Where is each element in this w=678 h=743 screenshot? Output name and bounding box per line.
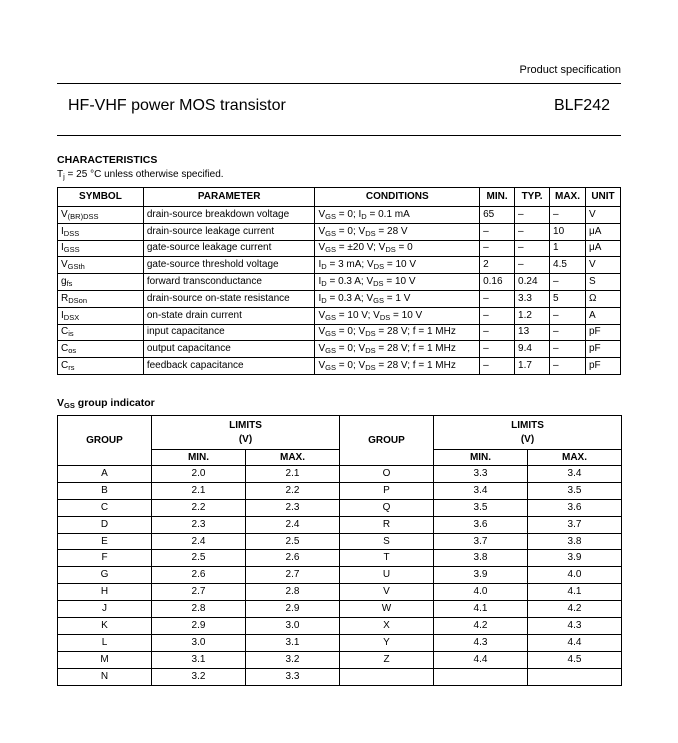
min-cell: 4.3 — [434, 634, 528, 651]
max-cell: 1 — [550, 240, 586, 257]
max-cell: 3.3 — [246, 668, 340, 685]
group-cell: A — [58, 466, 152, 483]
conditions-cell: $I_D = 3$ mA; $V_{DS} = 10$ V — [315, 257, 480, 274]
min-cell: 4.2 — [434, 618, 528, 635]
min-cell: 3.4 — [434, 482, 528, 499]
min-cell: 2.0 — [152, 466, 246, 483]
parameter-cell: output capacitance — [143, 341, 315, 358]
min-cell: 4.0 — [434, 584, 528, 601]
min-cell: 3.1 — [152, 651, 246, 668]
col-min-right: MIN. — [434, 450, 528, 466]
conditions-cell: $V_{GS} = 0$; $V_{DS} = 28$ V — [315, 223, 480, 240]
characteristics-row — [58, 307, 621, 324]
conditions-cell: $V_{GS} = 0$; $V_{DS} = 28$ V; f = 1 MHz — [315, 358, 480, 375]
min-cell: 3.3 — [434, 466, 528, 483]
max-cell: 5 — [550, 290, 586, 307]
min-cell: – — [480, 290, 515, 307]
group-row — [58, 668, 622, 685]
min-cell: 3.5 — [434, 499, 528, 516]
symbol-cell: $V_{(BR)DSS}$ — [58, 207, 144, 224]
min-cell: – — [480, 307, 515, 324]
typ-cell: 1.7 — [515, 358, 550, 375]
col-group-right: GROUP — [340, 416, 434, 466]
characteristics-note: $T_j = 25$ °C unless otherwise specified. — [57, 169, 224, 181]
min-cell: 2.1 — [152, 482, 246, 499]
parameter-cell: drain-source breakdown voltage — [143, 207, 315, 224]
col-max: MAX. — [550, 188, 586, 207]
conditions-cell: $I_D = 0.3$ A; $V_{GS} = 1$ V — [315, 290, 480, 307]
min-cell: 3.0 — [152, 634, 246, 651]
group-cell: T — [340, 550, 434, 567]
min-cell: 4.4 — [434, 651, 528, 668]
max-cell: 4.5 — [550, 257, 586, 274]
max-cell: 2.7 — [246, 567, 340, 584]
group-row — [58, 499, 622, 516]
group-cell: O — [340, 466, 434, 483]
typ-cell: – — [515, 240, 550, 257]
group-row — [58, 618, 622, 635]
unit-cell: A — [585, 307, 620, 324]
symbol-cell: $I_{DSX}$ — [58, 307, 144, 324]
unit-cell: pF — [585, 341, 620, 358]
group-indicator-body — [58, 466, 622, 686]
parameter-cell: input capacitance — [143, 324, 315, 341]
unit-cell: Ω — [585, 290, 620, 307]
max-cell: 4.0 — [528, 567, 622, 584]
min-cell: 2.8 — [152, 601, 246, 618]
group-cell: M — [58, 651, 152, 668]
max-cell: 10 — [550, 223, 586, 240]
max-cell: – — [550, 207, 586, 224]
typ-cell: – — [515, 223, 550, 240]
col-max-left: MAX. — [246, 450, 340, 466]
document-title: HF-VHF power MOS transistor — [68, 97, 286, 114]
group-row — [58, 634, 622, 651]
symbol-cell: $I_{DSS}$ — [58, 223, 144, 240]
min-cell: 3.2 — [152, 668, 246, 685]
symbol-cell: $C_{rs}$ — [58, 358, 144, 375]
typ-cell: 9.4 — [515, 341, 550, 358]
parameter-cell: forward transconductance — [143, 274, 315, 291]
characteristics-row — [58, 223, 621, 240]
max-cell: 4.3 — [528, 618, 622, 635]
parameter-cell: on-state drain current — [143, 307, 315, 324]
max-cell: 4.2 — [528, 601, 622, 618]
min-cell: 2.6 — [152, 567, 246, 584]
unit-cell: S — [585, 274, 620, 291]
max-cell: – — [550, 274, 586, 291]
group-cell: K — [58, 618, 152, 635]
group-indicator-table — [57, 415, 622, 686]
max-cell: 3.7 — [528, 516, 622, 533]
group-cell: U — [340, 567, 434, 584]
group-cell: L — [58, 634, 152, 651]
max-cell: 2.8 — [246, 584, 340, 601]
group-cell: N — [58, 668, 152, 685]
col-min: MIN. — [480, 188, 515, 207]
min-cell: 3.8 — [434, 550, 528, 567]
group-row — [58, 567, 622, 584]
group-row — [58, 651, 622, 668]
parameter-cell: gate-source leakage current — [143, 240, 315, 257]
conditions-cell: $I_D = 0.3$ A; $V_{DS} = 10$ V — [315, 274, 480, 291]
group-cell: P — [340, 482, 434, 499]
parameter-cell: feedback capacitance — [143, 358, 315, 375]
max-cell: 2.9 — [246, 601, 340, 618]
unit-cell: μA — [585, 240, 620, 257]
min-cell: 65 — [480, 207, 515, 224]
max-cell: 3.2 — [246, 651, 340, 668]
group-cell: Z — [340, 651, 434, 668]
min-cell: – — [480, 223, 515, 240]
max-cell — [528, 668, 622, 685]
typ-cell: 0.24 — [515, 274, 550, 291]
characteristics-row — [58, 274, 621, 291]
max-cell: 3.9 — [528, 550, 622, 567]
symbol-cell: $I_{GSS}$ — [58, 240, 144, 257]
spec-label: Product specification — [519, 64, 621, 76]
min-cell: 0.16 — [480, 274, 515, 291]
characteristics-row — [58, 290, 621, 307]
col-parameter: PARAMETER — [143, 188, 315, 207]
group-cell: F — [58, 550, 152, 567]
conditions-cell: $V_{GS} = 0$; $V_{DS} = 28$ V; f = 1 MHz — [315, 341, 480, 358]
header-top-rule — [57, 83, 621, 84]
group-row — [58, 601, 622, 618]
max-cell: – — [550, 307, 586, 324]
symbol-cell: $C_{os}$ — [58, 341, 144, 358]
conditions-cell: $V_{GS} = 0$; $I_D = 0.1$ mA — [315, 207, 480, 224]
group-cell: D — [58, 516, 152, 533]
col-limits-right: LIMITS (V) — [434, 416, 622, 450]
min-cell: 2.3 — [152, 516, 246, 533]
max-cell: 2.4 — [246, 516, 340, 533]
parameter-cell: drain-source leakage current — [143, 223, 315, 240]
max-cell: 3.8 — [528, 533, 622, 550]
conditions-cell: $V_{GS} = 0$; $V_{DS} = 28$ V; f = 1 MHz — [315, 324, 480, 341]
max-cell: 3.4 — [528, 466, 622, 483]
group-cell: H — [58, 584, 152, 601]
max-cell: 4.1 — [528, 584, 622, 601]
max-cell: 3.5 — [528, 482, 622, 499]
characteristics-row — [58, 257, 621, 274]
parameter-cell: drain-source on-state resistance — [143, 290, 315, 307]
symbol-cell: $g_{fs}$ — [58, 274, 144, 291]
min-cell: 3.6 — [434, 516, 528, 533]
conditions-cell: $V_{GS} = 10$ V; $V_{DS} = 10$ V — [315, 307, 480, 324]
max-cell: 3.6 — [528, 499, 622, 516]
group-cell: S — [340, 533, 434, 550]
max-cell: 2.2 — [246, 482, 340, 499]
max-cell: 2.5 — [246, 533, 340, 550]
group-cell: W — [340, 601, 434, 618]
group-cell: Y — [340, 634, 434, 651]
group-cell: G — [58, 567, 152, 584]
group-cell: R — [340, 516, 434, 533]
min-cell: 3.9 — [434, 567, 528, 584]
group-cell: B — [58, 482, 152, 499]
unit-cell: V — [585, 257, 620, 274]
part-number: BLF242 — [553, 97, 610, 114]
min-cell: – — [480, 240, 515, 257]
group-cell — [340, 668, 434, 685]
max-cell: – — [550, 358, 586, 375]
max-cell: 2.1 — [246, 466, 340, 483]
characteristics-body — [58, 207, 621, 375]
min-cell: 2.4 — [152, 533, 246, 550]
group-row — [58, 482, 622, 499]
max-cell: – — [550, 324, 586, 341]
header-bottom-rule — [57, 135, 621, 136]
max-cell: – — [550, 341, 586, 358]
group-cell: C — [58, 499, 152, 516]
max-cell: 2.6 — [246, 550, 340, 567]
min-cell: – — [480, 324, 515, 341]
min-cell: 2.5 — [152, 550, 246, 567]
group-row — [58, 533, 622, 550]
unit-cell: μA — [585, 223, 620, 240]
characteristics-title: CHARACTERISTICS — [57, 154, 158, 166]
symbol-cell: $C_{is}$ — [58, 324, 144, 341]
unit-cell: pF — [585, 324, 620, 341]
group-cell: V — [340, 584, 434, 601]
unit-cell: pF — [585, 358, 620, 375]
min-cell: 2 — [480, 257, 515, 274]
conditions-cell: $V_{GS} = \pm 20$ V; $V_{DS} = 0$ — [315, 240, 480, 257]
characteristics-row — [58, 341, 621, 358]
col-group-left: GROUP — [58, 416, 152, 466]
col-unit: UNIT — [585, 188, 620, 207]
parameter-cell: gate-source threshold voltage — [143, 257, 315, 274]
group-header-row — [58, 416, 622, 450]
group-row — [58, 584, 622, 601]
group-row — [58, 466, 622, 483]
group-indicator-title: $V_{GS}$ group indicator — [57, 397, 155, 410]
max-cell: 3.0 — [246, 618, 340, 635]
symbol-cell: $R_{DSon}$ — [58, 290, 144, 307]
min-cell: 2.7 — [152, 584, 246, 601]
col-typ: TYP. — [515, 188, 550, 207]
characteristics-header-row — [58, 188, 621, 207]
unit-cell: V — [585, 207, 620, 224]
typ-cell: 1.2 — [515, 307, 550, 324]
max-cell: 2.3 — [246, 499, 340, 516]
max-cell: 3.1 — [246, 634, 340, 651]
max-cell: 4.5 — [528, 651, 622, 668]
min-cell: 2.9 — [152, 618, 246, 635]
typ-cell: – — [515, 207, 550, 224]
group-cell: Q — [340, 499, 434, 516]
min-cell — [434, 668, 528, 685]
characteristics-row — [58, 240, 621, 257]
col-conditions: CONDITIONS — [315, 188, 480, 207]
symbol-cell: $V_{GSth}$ — [58, 257, 144, 274]
group-cell: J — [58, 601, 152, 618]
characteristics-table — [57, 187, 621, 375]
col-symbol: SYMBOL — [58, 188, 144, 207]
col-limits-left: LIMITS (V) — [152, 416, 340, 450]
col-max-right: MAX. — [528, 450, 622, 466]
min-cell: – — [480, 341, 515, 358]
min-cell: 2.2 — [152, 499, 246, 516]
min-cell: 4.1 — [434, 601, 528, 618]
typ-cell: – — [515, 257, 550, 274]
min-cell: 3.7 — [434, 533, 528, 550]
max-cell: 4.4 — [528, 634, 622, 651]
col-min-left: MIN. — [152, 450, 246, 466]
group-row — [58, 550, 622, 567]
typ-cell: 3.3 — [515, 290, 550, 307]
min-cell: – — [480, 358, 515, 375]
group-cell: E — [58, 533, 152, 550]
characteristics-row — [58, 358, 621, 375]
group-row — [58, 516, 622, 533]
characteristics-row — [58, 324, 621, 341]
group-cell: X — [340, 618, 434, 635]
typ-cell: 13 — [515, 324, 550, 341]
characteristics-row — [58, 207, 621, 224]
